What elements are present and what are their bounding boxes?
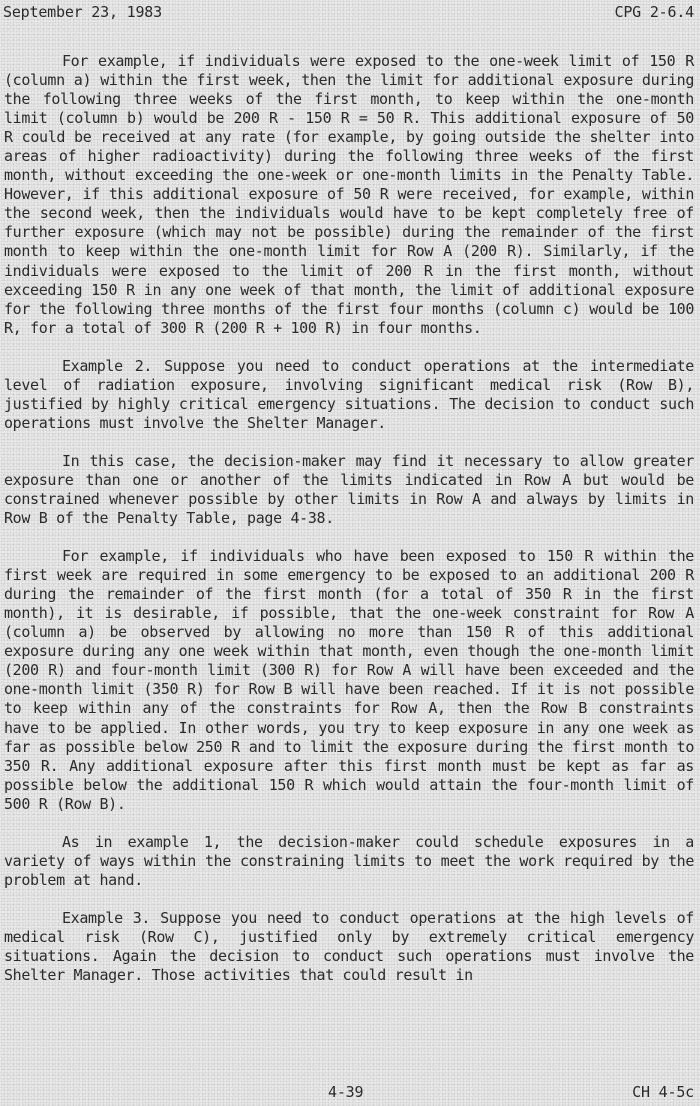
paragraph-example-2-detail: For example, if individuals who have been exposed to 150 R within the first week are required in some emergency to be exposed to an additional 200 R during the remainder of the first month (for a total of 350 R in the first month), it is desirable, if possible, that the one-week constraint for Row A (column a) be observed by allowing no more than 150 R of this additional exposure during any one week within that month, even though the one-month limit (200 R) and four-month limit (300 R) for Row A will have been exceeded and the one-month limit (350 R) for Row B will have been reached. If it is not possible to keep within any of the constraints for Row A, then the Row B constraints have to be applied. In other words, you try to keep exposure in any one week as far as possible below 250 R and to limit the exposure during the first month to 350 R. Any additional exposure after this first month must be kept as far as possible below the additional 150 R which would attain the four-month limit of 500 R (Row B). (4, 547, 694, 813)
paragraph-example-3: Example 3. Suppose you need to conduct operations at the high levels of medical risk (Row C), justified only by extremely critical emergency situations. Again the decision to conduct such operations must involve the Shelter Manager. Those activities that could result in (4, 908, 694, 985)
paragraph-scheduling: As in example 1, the decision-maker could schedule exposures in a variety of ways within the constraining limits to meet the work required by the problem at hand. (4, 832, 694, 889)
header-document-id: CPG 2-6.4 (614, 3, 694, 21)
header-date: September 23, 1983 (3, 3, 162, 21)
page-number: 4-39 (328, 1083, 364, 1101)
change-identifier: CH 4-5c (632, 1083, 694, 1101)
document-body (4, 52, 694, 1004)
paragraph-decision-maker: In this case, the decision-maker may find it necessary to allow greater exposure than one or another of the limits indicated in Row A but would be constrained whenever possible by other limits in Row A and always by limits in Row B of the Penalty Table, page 4-38. (4, 451, 694, 528)
paragraph-example-1-continued: For example, if individuals were exposed to the one-week limit of 150 R (column a) within the first week, then the limit for additional exposure during the following three weeks of the first month, to keep within the one-month limit (column b) would be 200 R - 150 R = 50 R. This additional exposure of 50 R could be received at any rate (for example, by going outside the shelter into areas of higher radioactivity) during the following three weeks of the first month, without exceeding the one-week or one-month limits in the Penalty Table. However, if this additional exposure of 50 R were received, for example, within the second week, then the individuals would have to be kept completely free of further exposure (which may not be possible) during the remainder of the first month to keep within the one-month limit for Row A (200 R). Similarly, if the individuals were exposed to the limit of 200 R in the first month, without exceeding 150 R in any one week of that month, the limit of additional exposure for the following three months of the first four months (column c) would be 100 R, for a total of 300 R (200 R + 100 R) in four months. (4, 52, 694, 337)
paragraph-example-2: Example 2. Suppose you need to conduct operations at the intermediate level of radiation exposure, involving significant medical risk (Row B), justified by highly critical emergency situations. The decision to conduct such operations must involve the Shelter Manager. (4, 356, 694, 432)
